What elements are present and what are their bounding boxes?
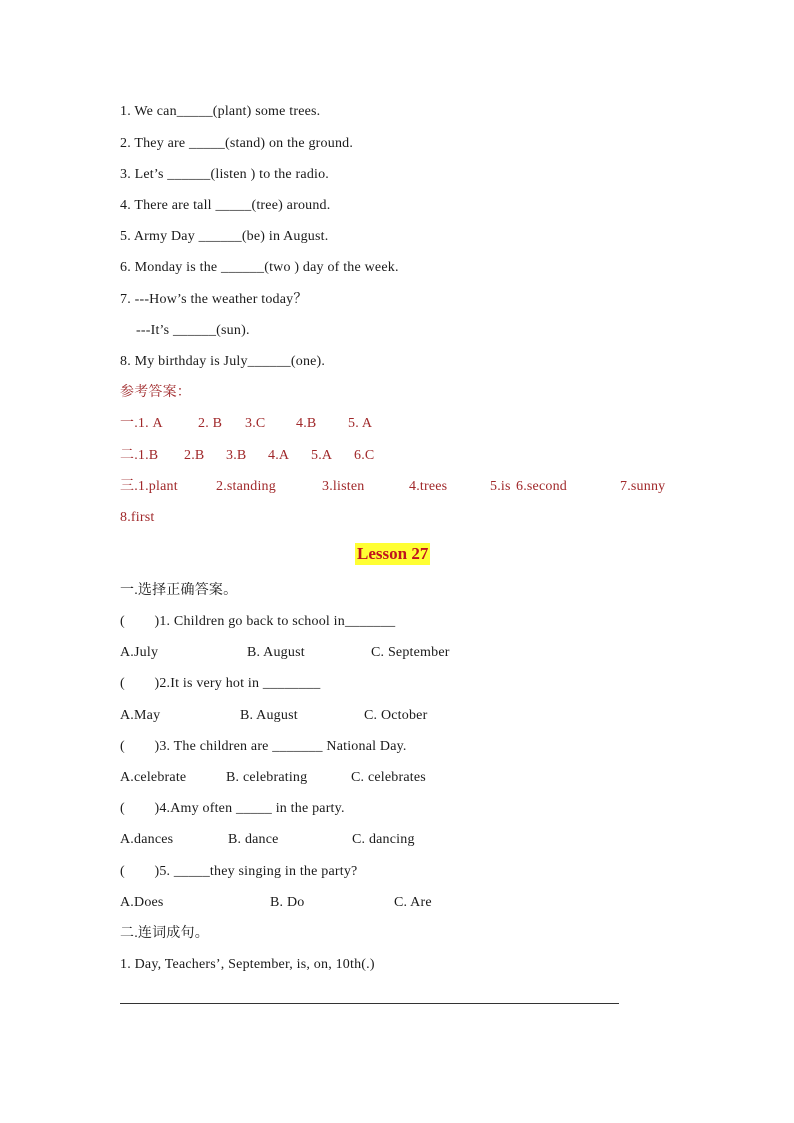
answer-item: 6.second [516,479,567,494]
answer-item: 一.1. A [120,416,163,431]
answer-item: 5.A [311,448,333,463]
option-a: A.celebrate [120,770,187,785]
question-4-options [120,831,720,849]
exercise-line-4: 4. There are tall _____(tree) around. [120,198,331,213]
answer-item: 2.B [184,448,205,463]
option-b: B. dance [228,832,279,847]
exercise-line-2: 2. They are _____(stand) on the ground. [120,136,354,151]
answer-item: 2. B [198,416,223,431]
answer-row-part3-continued: 8.first [120,510,155,525]
answer-key-heading: 参考答案： [120,385,191,400]
section2-item-1: 1. Day, Teachers’, September, is, on, 10th(.) [120,957,375,972]
option-b: B. August [240,708,298,723]
exercise-line-7-answer: ---It’s ______(sun). [136,323,250,338]
option-c: C. September [371,645,450,660]
option-c: C. Are [394,895,432,910]
exercise-line-6: 6. Monday is the ______(two ) day of the week. [120,260,399,275]
answer-row-part2 [120,447,720,465]
answer-item: 3.B [226,448,247,463]
answer-row-part3 [120,478,720,496]
question-1-options [120,644,720,662]
option-a: A.July [120,645,159,660]
option-c: C. October [364,708,428,723]
option-c: C. dancing [352,832,415,847]
option-b: B. celebrating [226,770,308,785]
answer-item: 4.B [296,416,317,431]
question-5-options [120,894,720,912]
answer-item: 2.standing [216,479,276,494]
answer-item: 三.1.plant [120,479,178,494]
question-3-options [120,769,720,787]
option-a: A.dances [120,832,174,847]
exercise-line-7: 7. ---How’s the weather today？ [120,292,308,307]
answer-item: 二.1.B [120,448,159,463]
answer-item: 5.is [490,479,511,494]
lesson-title: Lesson 27 [357,544,429,563]
question-3-stem: ( )3. The children are _______ National Day. [120,739,407,754]
answer-item: 3.C [245,416,266,431]
answer-write-line [120,1003,619,1004]
answer-item: 6.C [354,448,375,463]
option-b: B. August [247,645,305,660]
question-1-stem: ( )1. Children go back to school in_______ [120,614,396,629]
exercise-line-8: 8. My birthday is July______(one). [120,354,326,369]
question-4-stem: ( )4.Amy often _____ in the party. [120,801,345,816]
answer-item: 4.trees [409,479,448,494]
option-c: C. celebrates [351,770,426,785]
answer-row-part1 [120,415,720,433]
question-2-stem: ( )2.It is very hot in ________ [120,676,321,691]
section1-heading: 一.选择正确答案。 [120,583,238,598]
question-5-stem: ( )5. _____they singing in the party? [120,864,358,879]
exercise-line-3: 3. Let’s ______(listen ) to the radio. [120,167,330,182]
section2-heading: 二.连词成句。 [120,926,209,941]
answer-item: 5. A [348,416,373,431]
question-2-options [120,707,720,725]
option-b: B. Do [270,895,305,910]
option-a: A.Does [120,895,164,910]
answer-item: 3.listen [322,479,365,494]
exercise-line-5: 5. Army Day ______(be) in August. [120,229,329,244]
option-a: A.May [120,708,161,723]
answer-item: 7.sunny [620,479,666,494]
answer-item: 4.A [268,448,290,463]
exercise-line-1: 1. We can_____(plant) some trees. [120,104,321,119]
